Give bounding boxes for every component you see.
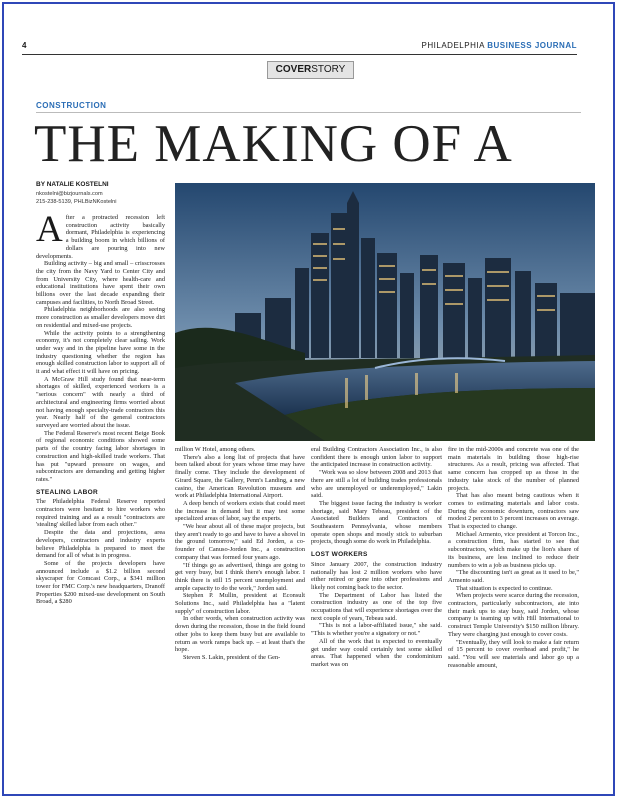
paragraph: Steven S. Lakin, president of the Gen- xyxy=(183,653,281,661)
byline: BY NATALIE KOSTELNI xyxy=(36,181,109,188)
paragraph: "If things go as advertised, things are going to get very busy, but I think there's enough labor. I think there is still 15 percent unemployment and ample capacity to do the work," Jorden said. xyxy=(175,561,305,592)
paragraph: Philadelphia neighborhoods are also seeing more construction as smaller developers move dirt on residential and mixed-use projects. xyxy=(36,306,165,329)
column-2 xyxy=(175,446,305,662)
author-email: nkostelni@bizjournals.com xyxy=(36,191,103,197)
paragraph: "Eventually, they will look to make a fair return of 15 percent to cover overhead and profit," he said. "You will see materials and labor go up a reasonable amount, xyxy=(448,638,579,669)
paragraph: That situation is expected to continue. xyxy=(456,584,553,592)
paragraph: That has also meant being cautious when it comes to estimating materials and labor costs. During the economic downturn, contractors saw modest 2 percent to 3 percent increases on average. That is expected to change. xyxy=(448,492,579,531)
paragraph: Despite the data and projections, area developers, contractors and industry experts believe Philadelphia is prepared to meet the demand for all of what is in progress. xyxy=(36,529,165,560)
paragraph: "The discounting isn't as great as it used to be," Armento said. xyxy=(448,569,579,584)
paragraph: The Philadelphia Federal Reserve reported contractors were hesitant to hire workers who required training and as a result "contractors are 'stealing' skilled labor from each other." xyxy=(36,498,165,529)
paragraph: fire in the mid-2000s and concrete was one of the main materials in building those high-rise structures. As a result, pricing was affected. That same concern has cropped up as those in the industry take stock of the number of planned projects. xyxy=(448,446,579,492)
city-skyline-photo xyxy=(175,183,595,441)
paragraph: Since January 2007, the construction industry nationally has lost 2 million workers who have either retired or gone into other professions and likely not coming back to the sector. xyxy=(311,560,442,591)
paragraph: A McGraw Hill study found that near-term shortages of skilled, experienced workers is a "serious concern" with nearly a third of architectural and engineering firms worried about not having enough specialty-trade contractors this year. Nearly half of the general contractors surveyed are worried about the issue. xyxy=(36,375,165,429)
lead-paragraph: After a protracted recession left construction activity basically dormant, Philadelphia is experiencing a building boom in which billions of dollars are pouring into new developments. xyxy=(36,209,165,260)
paragraph: In other words, when construction activity was down during the recession, those in the field found other jobs to keep them busy but are available to return as work ramps back up. – at least that's the hope. xyxy=(175,615,305,654)
column-4 xyxy=(448,446,579,669)
publication-name: PHILADELPHIA BUSINESS JOURNAL xyxy=(421,41,577,50)
paragraph: Stephen P. Mullin, president at Econsult Solutions Inc., said Philadelphia has a "latent supply" of construction labor. xyxy=(175,592,305,615)
paragraph: Some of the projects developers have announced include a $1.2 billion second skyscraper for Comcast Corp., a $341 million tower for FMC Corp.'s new headquarters, Dranoff Properties $200 mixed-use development on South Broad, a $280 xyxy=(36,559,165,606)
subhead-stealing-labor: STEALING LABOR xyxy=(36,488,98,496)
kicker: CONSTRUCTION xyxy=(36,101,107,110)
subhead-lost-workers: LOST WORKERS xyxy=(311,551,368,559)
paragraph: A deep bench of workers exists that could meet the increase in demand but it may test some specialized areas of labor, say the experts. xyxy=(175,499,305,523)
column-3 xyxy=(311,446,442,669)
paragraph: "We hear about all of these major projects, but they aren't ready to go and have to have a shovel in the ground tomorrow," said Ed Jorden, a co-founder of Canuso-Jorden Inc., a construction company that was formed four years ago. xyxy=(175,523,305,561)
section-label: COVERSTORY xyxy=(267,61,354,79)
paragraph: There's also a long list of projects that have been talked about for years whose time may have finally come. They include the development of Girard Square, the Gallery, Penn's Landing, a new casino, the American Revolution museum and work at Philadelphia International Airport. xyxy=(175,453,305,500)
kicker-rule xyxy=(36,112,581,113)
paragraph: The Department of Labor has listed the construction industry as one of the top five occupations that will experience shortages over the next couple of years, Tebeau said. xyxy=(311,591,442,622)
page-header xyxy=(22,40,577,55)
column-1 xyxy=(36,209,165,606)
page-number: 4 xyxy=(22,41,27,50)
paragraph: "This is not a labor-affiliated issue," she said. "This is whether you're a signatory or not." xyxy=(311,622,442,638)
paragraph: Building activity – big and small – crisscrosses the city from the Navy Yard to Center City and from University City, where health-care and educational institutions have spent their own billions over the last decade expanding their campuses and facilities, to North Broad Street. xyxy=(36,260,165,306)
author-phone: 215-238-5139, PHLBizNKostelni xyxy=(36,199,117,205)
paragraph: million W Hotel, among others. xyxy=(175,446,256,453)
paragraph: Michael Armento, vice president at Torcon Inc., a construction firm, has started to see that subcontractors, which make up the lion's share of its business, are less inclined to reduce their numbers to win a job as business picks up. xyxy=(448,530,579,569)
paragraph: All of the work that is expected to eventually get under way could certainly test some skilled areas. That happened when the condominium market was on xyxy=(311,637,442,668)
paragraph: While the activity points to a strengthening economy, it's not completely clear sailing. Work under way and in the pipeline have some in the industry questioning whether the region has enough skilled construction labor to support all of it and what effect it will have on pricing. xyxy=(36,329,165,376)
paragraph: The Federal Reserve's most recent Beige Book of regional economic conditions showed some parts of the country facing labor shortages in construction and high-skilled trade workers. That has put "upward pressure on wages, and subcontractors are demanding and getting higher rates." xyxy=(36,429,165,483)
paragraph: eral Building Contractors Association Inc., is also confident there is enough union labor to support the anticipated increase in construction activity. xyxy=(311,446,442,469)
paragraph: The biggest issue facing the industry is worker shortage, said Mary Tebeau, president of the Associated Builders and Contractors of Southeastern Pennsylvania, whose members operate open shops and mostly stick to suburban projects, though some do work in Philadelphia. xyxy=(311,499,442,546)
headline: THE MAKING OF A xyxy=(34,115,513,173)
paragraph: When projects were scarce during the recession, contractors, particularly subcontractors, ate into their mark ups to stay busy, said Jorden, whose company is teaming up with Hill International to construct Temple University's $150 million library. They were charging just enough to cover costs. xyxy=(448,592,579,638)
drop-cap: A xyxy=(36,209,63,250)
paragraph: "Work was so slow between 2008 and 2013 that there are still a lot of building trades professionals who are unemployed or underemployed," Lakin said. xyxy=(311,469,442,500)
